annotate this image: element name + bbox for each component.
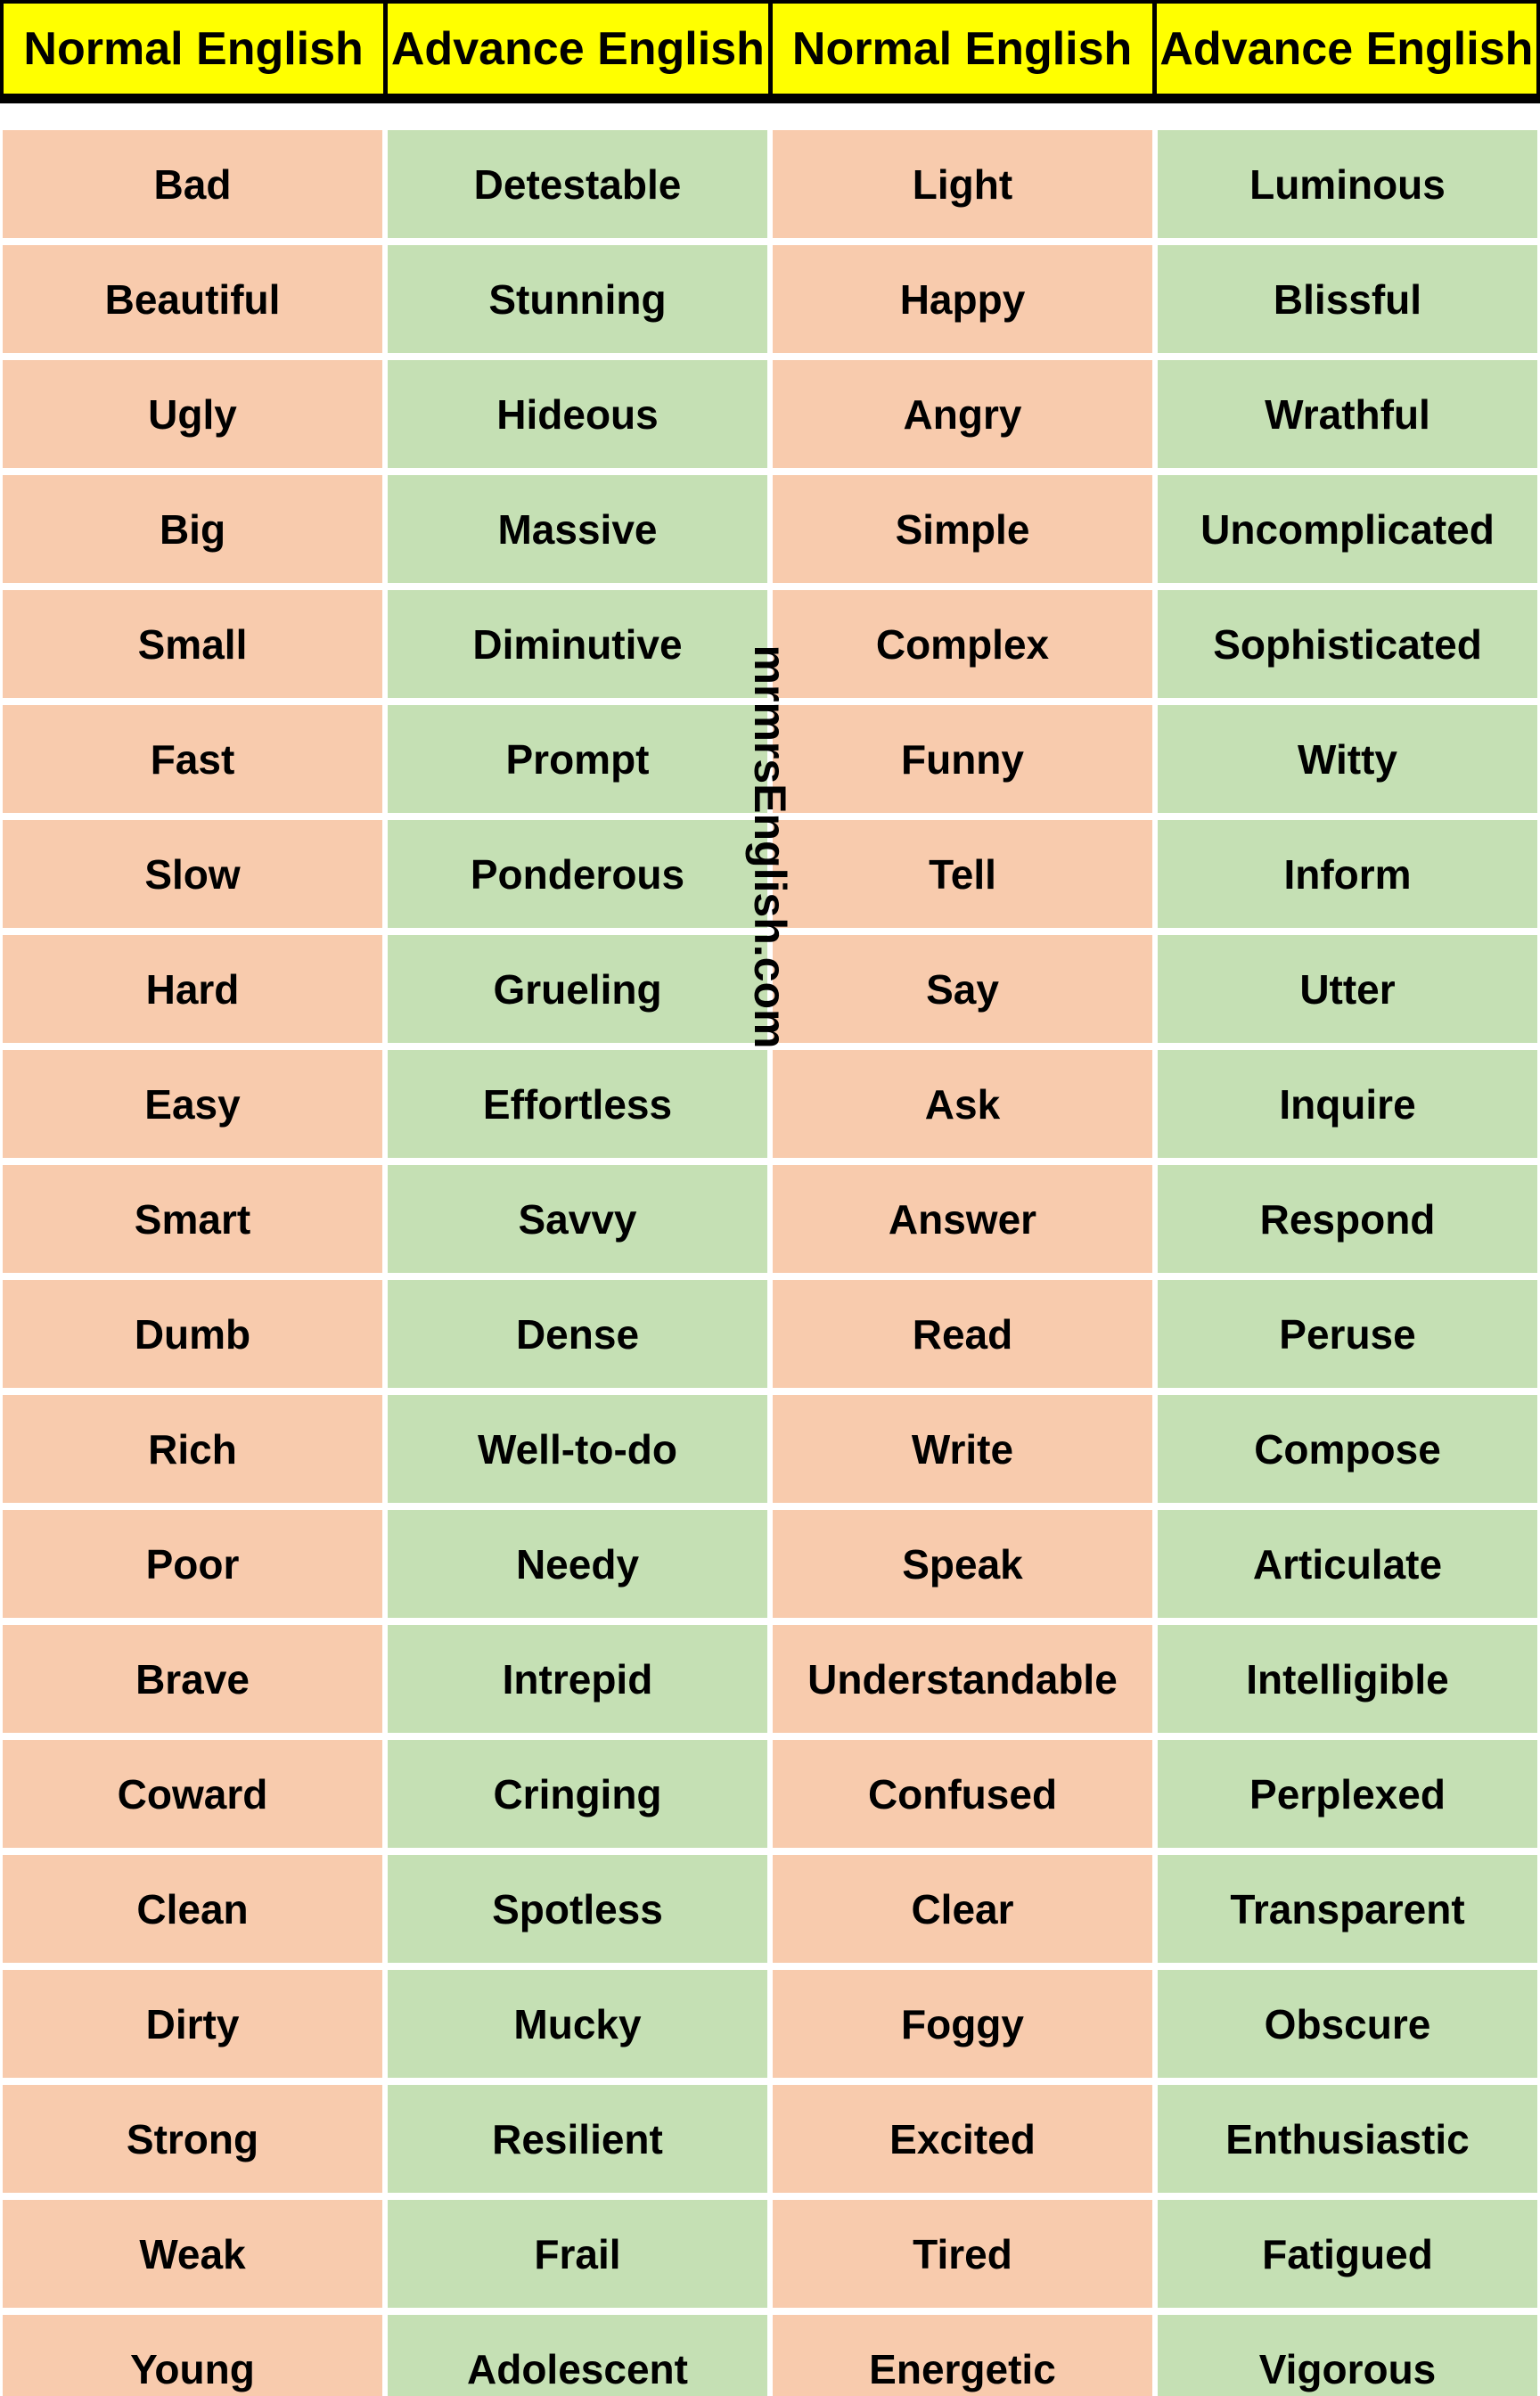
table-cell-advance-word: Obscure	[1158, 1970, 1537, 2078]
table-cell-normal-word: Dirty	[3, 1970, 382, 2078]
table-cell-advance-word: Luminous	[1158, 130, 1537, 238]
table-cell-normal-word: Happy	[773, 245, 1152, 353]
table-cell-normal-word: Complex	[773, 590, 1152, 698]
table-cell-advance-word: Prompt	[388, 705, 767, 813]
header-cell-advance-english-1: Advance English	[388, 4, 767, 94]
table-cell-normal-word: Understandable	[773, 1625, 1152, 1733]
table-cell-advance-word: Witty	[1158, 705, 1537, 813]
table-cell-advance-word: Mucky	[388, 1970, 767, 2078]
table-cell-advance-word: Resilient	[388, 2085, 767, 2193]
table-header-row	[0, 0, 1540, 103]
table-cell-normal-word: Angry	[773, 360, 1152, 468]
table-cell-normal-word: Write	[773, 1395, 1152, 1503]
table-cell-advance-word: Uncomplicated	[1158, 475, 1537, 583]
table-cell-advance-word: Perplexed	[1158, 1740, 1537, 1848]
table-cell-advance-word: Enthusiastic	[1158, 2085, 1537, 2193]
table-cell-normal-word: Small	[3, 590, 382, 698]
table-cell-normal-word: Funny	[773, 705, 1152, 813]
table-cell-advance-word: Diminutive	[388, 590, 767, 698]
table-cell-normal-word: Easy	[3, 1050, 382, 1158]
table-cell-advance-word: Ponderous	[388, 820, 767, 928]
table-cell-advance-word: Spotless	[388, 1855, 767, 1963]
table-cell-advance-word: Grueling	[388, 935, 767, 1043]
table-cell-advance-word: Inquire	[1158, 1050, 1537, 1158]
table-cell-normal-word: Young	[3, 2315, 382, 2396]
table-cell-normal-word: Coward	[3, 1740, 382, 1848]
table-cell-advance-word: Effortless	[388, 1050, 767, 1158]
table-cell-advance-word: Intrepid	[388, 1625, 767, 1733]
table-cell-normal-word: Poor	[3, 1510, 382, 1618]
table-cell-advance-word: Transparent	[1158, 1855, 1537, 1963]
table-cell-normal-word: Slow	[3, 820, 382, 928]
header-cell-normal-english-1: Normal English	[4, 4, 383, 94]
table-cell-normal-word: Strong	[3, 2085, 382, 2193]
table-cell-normal-word: Bad	[3, 130, 382, 238]
table-cell-normal-word: Clean	[3, 1855, 382, 1963]
table-cell-advance-word: Savvy	[388, 1165, 767, 1273]
table-cell-advance-word: Intelligible	[1158, 1625, 1537, 1733]
table-cell-advance-word: Detestable	[388, 130, 767, 238]
table-cell-normal-word: Weak	[3, 2200, 382, 2308]
table-cell-advance-word: Compose	[1158, 1395, 1537, 1503]
table-cell-advance-word: Respond	[1158, 1165, 1537, 1273]
table-cell-normal-word: Fast	[3, 705, 382, 813]
table-cell-advance-word: Utter	[1158, 935, 1537, 1043]
table-cell-normal-word: Speak	[773, 1510, 1152, 1618]
table-cell-normal-word: Rich	[3, 1395, 382, 1503]
table-cell-normal-word: Dumb	[3, 1280, 382, 1388]
table-cell-normal-word: Foggy	[773, 1970, 1152, 2078]
table-cell-advance-word: Wrathful	[1158, 360, 1537, 468]
table-cell-advance-word: Peruse	[1158, 1280, 1537, 1388]
table-cell-normal-word: Smart	[3, 1165, 382, 1273]
table-cell-normal-word: Answer	[773, 1165, 1152, 1273]
table-cell-advance-word: Stunning	[388, 245, 767, 353]
table-cell-normal-word: Energetic	[773, 2315, 1152, 2396]
table-cell-normal-word: Clear	[773, 1855, 1152, 1963]
table-cell-advance-word: Articulate	[1158, 1510, 1537, 1618]
table-body	[0, 130, 1540, 2396]
header-cell-advance-english-2: Advance English	[1157, 4, 1536, 94]
table-cell-normal-word: Excited	[773, 2085, 1152, 2193]
table-cell-normal-word: Big	[3, 475, 382, 583]
table-cell-normal-word: Ask	[773, 1050, 1152, 1158]
table-cell-normal-word: Simple	[773, 475, 1152, 583]
table-cell-advance-word: Frail	[388, 2200, 767, 2308]
table-cell-advance-word: Adolescent	[388, 2315, 767, 2396]
table-cell-normal-word: Brave	[3, 1625, 382, 1733]
table-cell-advance-word: Sophisticated	[1158, 590, 1537, 698]
header-cell-normal-english-2: Normal English	[773, 4, 1152, 94]
table-cell-normal-word: Tired	[773, 2200, 1152, 2308]
table-cell-normal-word: Hard	[3, 935, 382, 1043]
watermark-text: mrmrsEnglish.com	[745, 644, 795, 1049]
table-cell-advance-word: Dense	[388, 1280, 767, 1388]
table-cell-normal-word: Beautiful	[3, 245, 382, 353]
table-cell-normal-word: Read	[773, 1280, 1152, 1388]
table-cell-advance-word: Well-to-do	[388, 1395, 767, 1503]
table-cell-normal-word: Tell	[773, 820, 1152, 928]
table-cell-advance-word: Vigorous	[1158, 2315, 1537, 2396]
table-cell-normal-word: Ugly	[3, 360, 382, 468]
table-cell-advance-word: Hideous	[388, 360, 767, 468]
table-cell-advance-word: Cringing	[388, 1740, 767, 1848]
table-cell-advance-word: Needy	[388, 1510, 767, 1618]
table-cell-normal-word: Say	[773, 935, 1152, 1043]
table-cell-normal-word: Confused	[773, 1740, 1152, 1848]
table-cell-advance-word: Massive	[388, 475, 767, 583]
table-cell-normal-word: Light	[773, 130, 1152, 238]
table-cell-advance-word: Fatigued	[1158, 2200, 1537, 2308]
table-cell-advance-word: Inform	[1158, 820, 1537, 928]
table-cell-advance-word: Blissful	[1158, 245, 1537, 353]
